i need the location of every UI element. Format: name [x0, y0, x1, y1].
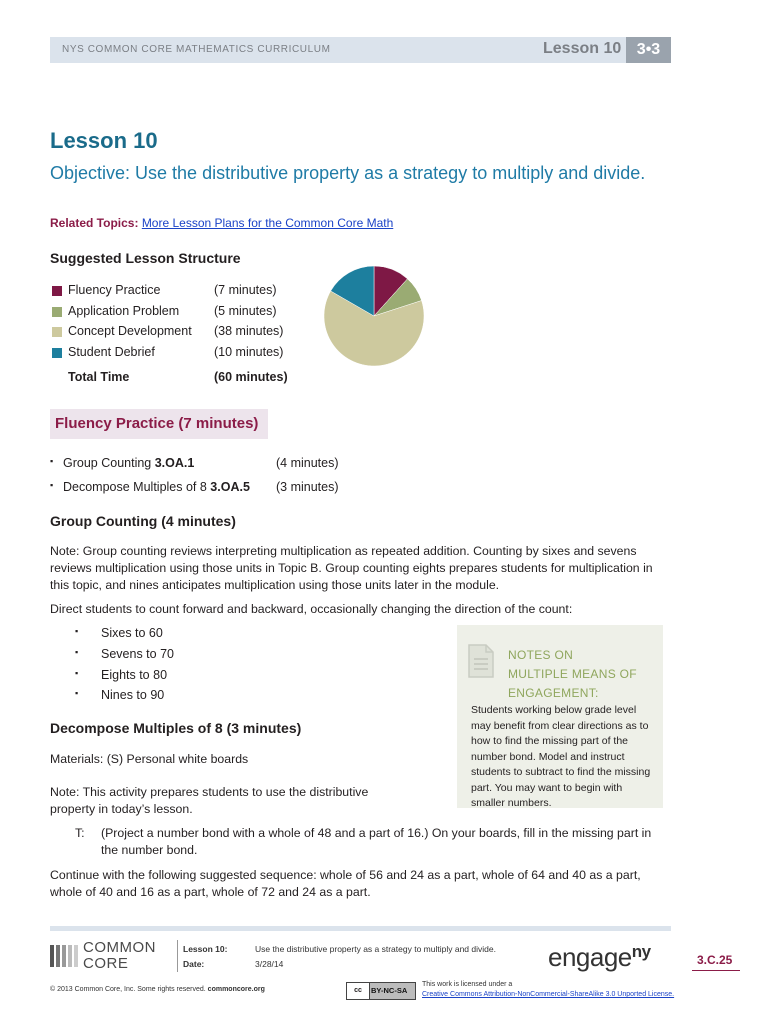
logo-line: CORE: [83, 955, 129, 972]
fluency-item-name: Decompose Multiples of 8: [63, 480, 211, 494]
bullet: ▪: [75, 668, 79, 678]
fluency-item-code: 3.OA.5: [210, 480, 250, 494]
copyright: [50, 986, 265, 993]
bullet: ▪: [75, 626, 79, 636]
notes-heading-line: MULTIPLE MEANS OF: [508, 667, 637, 681]
fluency-heading: Fluency Practice (7 minutes): [55, 415, 259, 432]
related-link[interactable]: More Lesson Plans for the Common Core Math: [141, 216, 394, 230]
footer-labels: [183, 942, 227, 972]
fluency-item-minutes: (3 minutes): [276, 480, 339, 494]
teacher-text: (Project a number bond with a whole of 48 and a part of 16.) On your boards, fill in the missing part in the number bond.: [101, 826, 652, 857]
decompose-heading: Decompose Multiples of 8 (3 minutes): [50, 720, 302, 736]
bullet: ▪: [50, 456, 54, 466]
structure-name: Student Debrief: [68, 345, 155, 359]
notes-heading-line: ENGAGEMENT:: [508, 686, 599, 700]
legend-swatch: [52, 307, 62, 317]
module-badge: 3•3: [626, 37, 671, 63]
common-core-logo-icon: [50, 945, 80, 967]
related-topics: [50, 216, 393, 230]
footer-lesson-label: Lesson 10:: [183, 944, 228, 954]
page-title: Lesson 10: [50, 128, 158, 153]
notes-heading-line: NOTES ON: [508, 648, 574, 662]
fluency-item-name: Group Counting: [63, 456, 155, 470]
header-lesson: Lesson 10: [543, 40, 622, 57]
legend-swatch: [52, 286, 62, 296]
list-item-text: Sevens to 70: [101, 647, 174, 661]
structure-minutes: (38 minutes): [214, 324, 284, 338]
license-link[interactable]: Creative Commons Attribution-NonCommercial-ShareAlike 3.0 Unported License.: [422, 991, 675, 998]
engage-ny-logo: [548, 942, 651, 973]
structure-name: Fluency Practice: [68, 283, 161, 297]
brand-sup: ny: [631, 942, 651, 961]
group-counting-direction: Direct students to count forward and backward, occasionally changing the direction of the count:: [50, 602, 573, 616]
legend-swatch: [52, 348, 62, 358]
bullet: ▪: [50, 480, 54, 490]
list-item-text: Nines to 90: [101, 688, 165, 702]
group-counting-heading: Group Counting (4 minutes): [50, 513, 236, 529]
bullet: ▪: [75, 647, 79, 657]
structure-minutes: (5 minutes): [214, 304, 277, 318]
lesson-structure-pie: [322, 264, 426, 368]
legend-swatch: [52, 327, 62, 337]
footer-date-label: Date:: [183, 959, 205, 969]
continue-text: Continue with the following suggested sequence: whole of 56 and 24 as a part, whole of 64 and 40 as a part, whole of 40 and 16 as a part, whole of 72 and 24 as a part.: [50, 868, 641, 899]
footer-divider: [177, 940, 178, 972]
structure-name: Concept Development: [68, 324, 192, 338]
structure-heading: Suggested Lesson Structure: [50, 250, 241, 266]
logo-line: COMMON: [83, 939, 156, 956]
page-number: 3.C.25: [697, 953, 733, 967]
structure-minutes: (7 minutes): [214, 283, 277, 297]
copyright-site: commoncore.org: [207, 986, 265, 993]
list-item-text: Sixes to 60: [101, 626, 163, 640]
copyright-text: © 2013 Common Core, Inc. Some rights reserved.: [50, 986, 208, 993]
footer-lesson-value: Use the distributive property as a strategy to multiply and divide.: [255, 944, 496, 954]
notes-heading: [508, 646, 653, 703]
common-core-logo-text: [83, 940, 156, 972]
structure-minutes: (10 minutes): [214, 345, 284, 359]
total-minutes: (60 minutes): [214, 370, 288, 384]
cc-icon: cc: [347, 983, 370, 999]
total-label: Total Time: [68, 370, 130, 384]
structure-name: Application Problem: [68, 304, 180, 318]
cc-license-badge[interactable]: [346, 982, 416, 1000]
fluency-item-minutes: (4 minutes): [276, 456, 339, 470]
brand-text: engage: [548, 942, 632, 972]
curriculum-label: NYS COMMON CORE MATHEMATICS CURRICULUM: [62, 44, 331, 55]
document-icon: [466, 643, 496, 679]
materials: Materials: (S) Personal white boards: [50, 752, 249, 766]
fluency-item-code: 3.OA.1: [154, 456, 195, 470]
license-line: This work is licensed under a: [422, 981, 513, 988]
cc-terms: BY-NC-SA: [371, 986, 408, 995]
notes-body: Students working below grade level may benefit from clear directions as to how to find the missing part of the number bond. Model and instruct students to subtract to find the missing part. You may want to begin with smaller numbers.: [471, 704, 651, 809]
list-item-text: Eights to 80: [101, 668, 168, 682]
bullet: ▪: [75, 688, 79, 698]
page-number-rule: [692, 970, 740, 971]
footer-values: [255, 942, 496, 972]
related-label: Related Topics:: [50, 216, 139, 230]
decompose-note: Note: This activity prepares students to use the distributive property in today’s lesson.: [50, 785, 369, 816]
footer-date-value: 3/28/14: [255, 959, 284, 969]
teacher-label: T:: [75, 826, 85, 840]
group-counting-note: Note: Group counting reviews interpreting multiplication as repeated addition. Counting by sixes and sevens reviews multiplication using those units in Topic B. Group counting eights prepares students for multiplication in this topic, and nines anticipates multiplication using those units later in the module.: [50, 544, 653, 592]
footer-rule: [50, 926, 671, 931]
objective: Objective: Use the distributive property as a strategy to multiply and divide.: [50, 163, 646, 183]
